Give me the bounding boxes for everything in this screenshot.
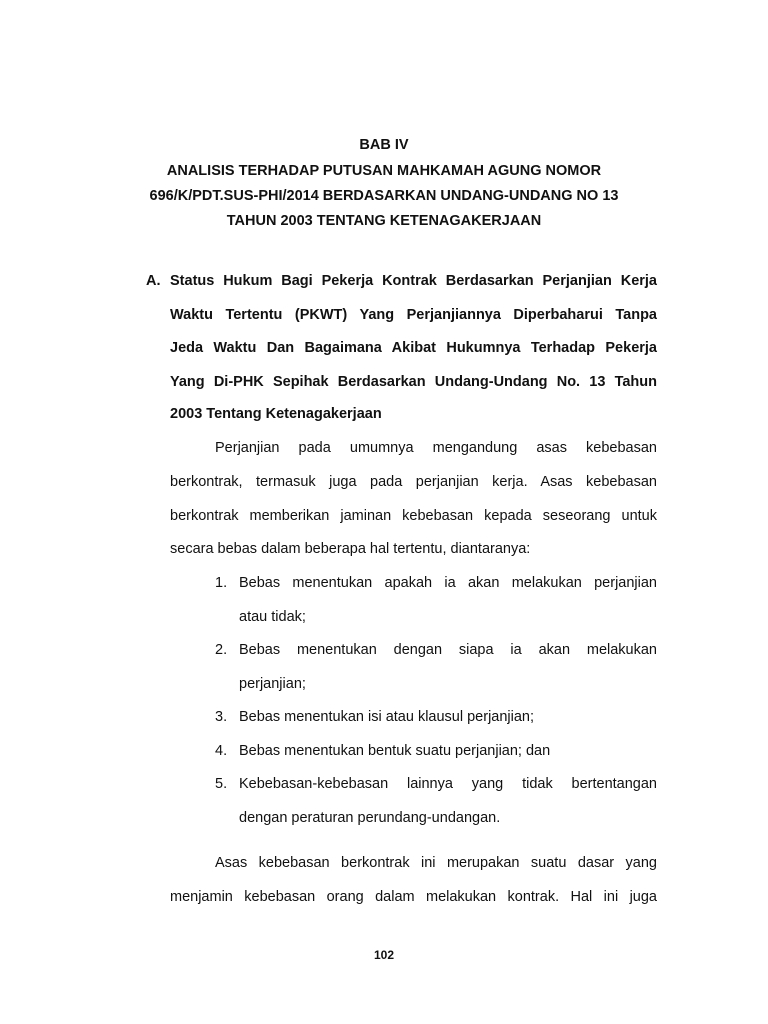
paragraph-1-line-2: berkontrak, termasuk juga pada perjanjian kerja. Asas kebebasan xyxy=(170,474,657,490)
section-heading-line-4: Yang Di-PHK Sepihak Berdasarkan Undang-Undang No. 13 Tahun xyxy=(170,374,657,390)
list-item-5-line-2: dengan peraturan perundang-undangan. xyxy=(239,810,501,826)
list-item-1-line-1: Bebas menentukan apakah ia akan melakukan perjanjian xyxy=(239,575,657,591)
paragraph-1-line-1: Perjanjian pada umumnya mengandung asas kebebasan xyxy=(215,440,657,456)
section-letter: A. xyxy=(146,273,161,289)
list-item-5-number: 5. xyxy=(215,776,228,792)
list-item-1-line-2: atau tidak; xyxy=(239,609,306,625)
list-item-2-line-2: perjanjian; xyxy=(239,676,306,692)
list-item-2-number: 2. xyxy=(215,642,228,658)
section-heading-line-1: Status Hukum Bagi Pekerja Kontrak Berdasarkan Perjanjian Kerja xyxy=(170,273,657,289)
paragraph-2-line-2: menjamin kebebasan orang dalam melakukan kontrak. Hal ini juga xyxy=(170,889,657,905)
chapter-title-line-1: ANALISIS TERHADAP PUTUSAN MAHKAMAH AGUNG NOMOR xyxy=(166,163,602,179)
section-heading-line-3: Jeda Waktu Dan Bagaimana Akibat Hukumnya Terhadap Pekerja xyxy=(170,340,657,356)
list-item-3-line-1: Bebas menentukan isi atau klausul perjanjian; xyxy=(239,709,535,725)
chapter-label: BAB IV xyxy=(359,137,409,153)
paragraph-2-line-1: Asas kebebasan berkontrak ini merupakan suatu dasar yang xyxy=(215,855,657,871)
chapter-title-line-3: TAHUN 2003 TENTANG KETENAGAKERJAAN xyxy=(226,213,542,229)
list-item-3-number: 3. xyxy=(215,709,228,725)
section-heading-line-5: 2003 Tentang Ketenagakerjaan xyxy=(170,406,382,422)
list-item-4-line-1: Bebas menentukan bentuk suatu perjanjian; dan xyxy=(239,743,551,759)
list-item-5-line-1: Kebebasan-kebebasan lainnya yang tidak bertentangan xyxy=(239,776,657,792)
paragraph-1-line-3: berkontrak memberikan jaminan kebebasan kepada seseorang untuk xyxy=(170,508,657,524)
chapter-title-line-2: 696/K/PDT.SUS-PHI/2014 BERDASARKAN UNDANG-UNDANG NO 13 xyxy=(149,188,619,204)
list-item-4-number: 4. xyxy=(215,743,228,759)
list-item-1-number: 1. xyxy=(215,575,228,591)
paragraph-1-line-4: secara bebas dalam beberapa hal tertentu, diantaranya: xyxy=(170,541,531,557)
list-item-2-line-1: Bebas menentukan dengan siapa ia akan melakukan xyxy=(239,642,657,658)
section-heading-line-2: Waktu Tertentu (PKWT) Yang Perjanjiannya Diperbaharui Tanpa xyxy=(170,307,657,323)
page-number: 102 xyxy=(373,948,395,962)
